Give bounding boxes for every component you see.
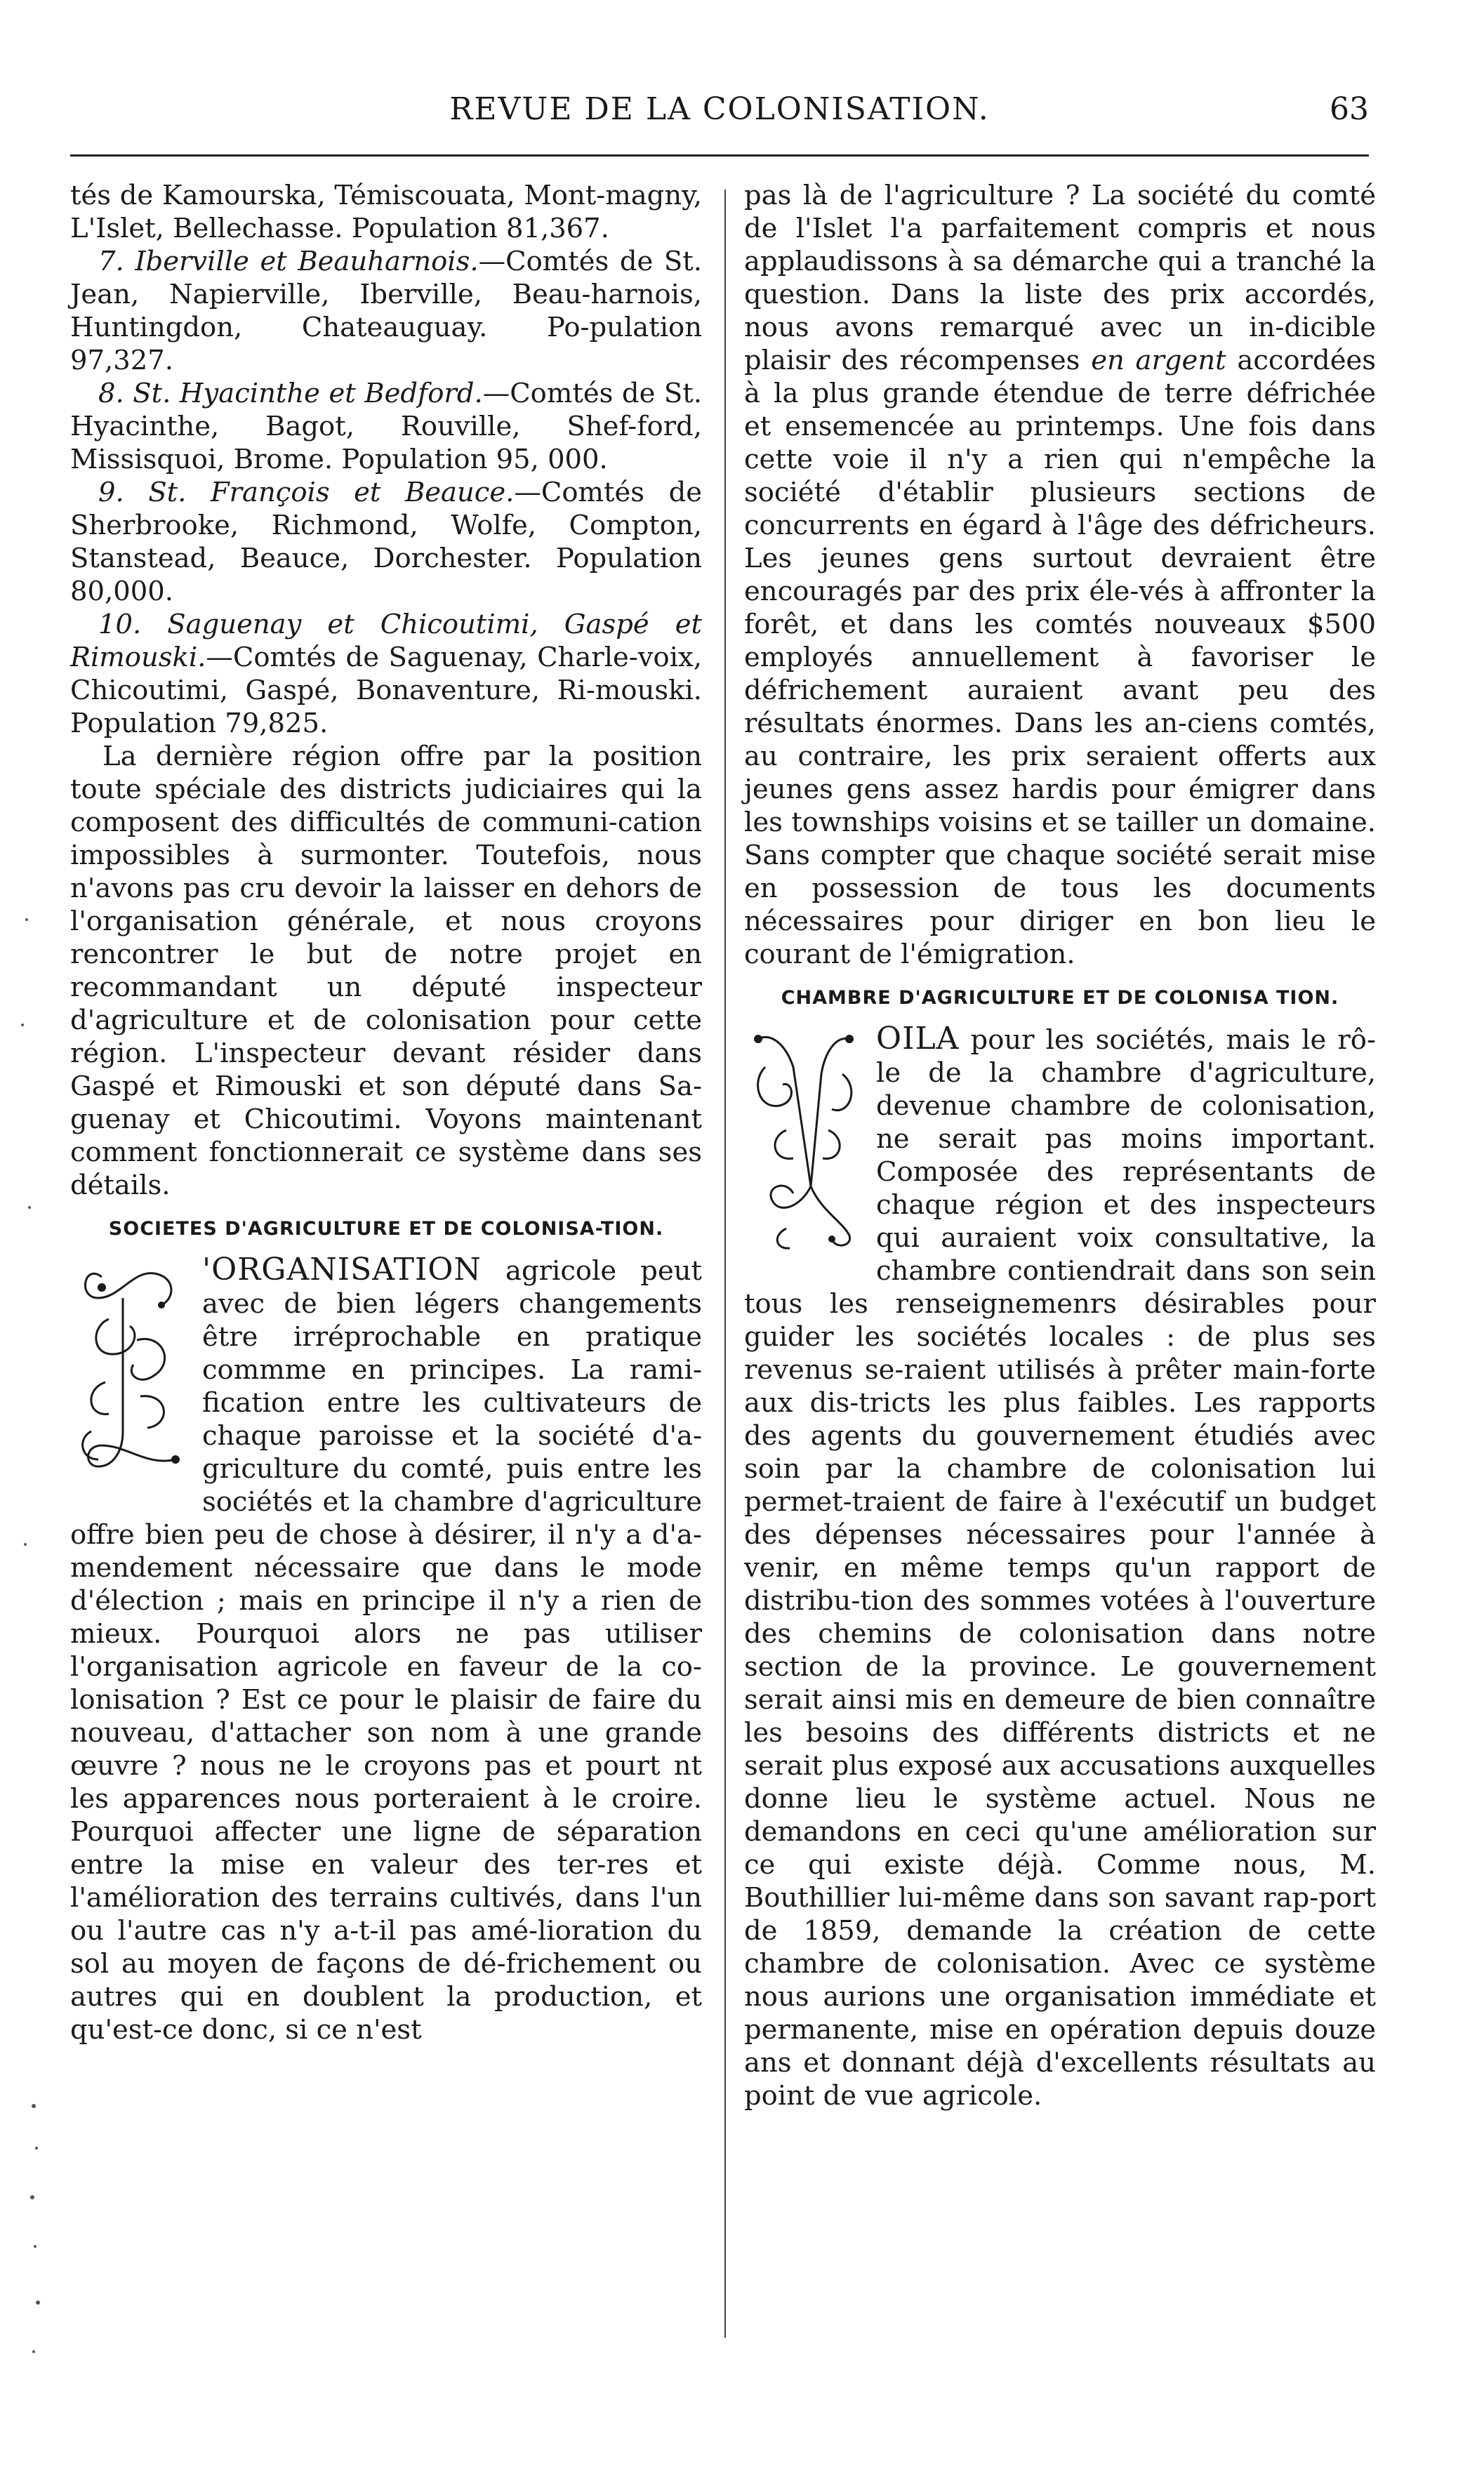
left-column (70, 179, 702, 2355)
region-item-8 (70, 377, 702, 476)
ornamental-dropcap-l (70, 1256, 190, 1488)
right-para-part-b: accordées à la plus grande étendue de terre défrichée et ensemencée au printemps. Une fois dans cette voie il n'y a rien qui n'empêche la société d'établir plusieurs sections de concurrents en égard à l'âge des défricheurs. Les jeunes gens surtout devraient être encouragés par des prix éle-vés à affronter la forêt, et dans les comtés nouveaux $500 employés annuellement à favoriser le défrichement auraient avant peu des résultats énormes. Dans les an-ciens comtés, au contraire, les prix seraient offerts aux jeunes gens assez hardis pour émigrer dans les townships voisins et se tailler un domaine. Sans compter que chaque société serait mise en possession de tous les documents nécessaires pour diriger en bon lieu le courant de l'émigration. (744, 345, 1377, 970)
column-separator (724, 190, 726, 2338)
chambre-lead-word: OILA (876, 1021, 960, 1057)
header-rule (70, 154, 1369, 157)
right-para-emphasis: en argent (1091, 345, 1226, 376)
region-item-7-title: 7. Iberville et Beauharnois. (98, 246, 479, 277)
chambre-body: pour les sociétés, mais le rô-le de la chambre d'agriculture, devenue chambre de colonisation, ne serait pas moins important. Composée des représentants de chaque région et des inspecteurs qui auraient voix consultative, la chambre contiendrait dans son sein tous les renseignemenrs désirables pour guider les sociétés locales : de plus ses revenus se-raient utilisés à prêter main-forte aux dis-tricts les plus faibles. Les rapports des agents du gouvernement étudiés avec soin par la chambre de colonisation lui permet-traient de faire à l'exécutif un budget des dépenses nécessaires pour l'année à venir, en même temps qu'un rapport de distribu-tion des sommes votées à l'ouverture des chemins de colonisation dans notre section de la province. Le gouvernement serait ainsi mis en demeure de bien connaître les besoins des différents districts et ne serait plus exposé aux accusations auxquelles donne lieu le système actuel. Nous ne demandons en ceci qu'une amélioration sur ce qui existe déjà. Comme nous, M. Bouthillier lui-même dans son savant rap-port de 1859, demande la création de cette chambre de colonisation. Avec ce système nous aurions une organisation immédiate et permanente, mise en opération depuis douze ans et donnant déjà d'excellents résultats au point de vue agricole. (744, 1024, 1376, 2112)
societes-lead-word: 'ORGANISATION (202, 1252, 482, 1287)
region-item-9-body: —Comtés de Sherbrooke, Richmond, Wolfe, Compton, Stanstead, Beauce, Dorchester. Population 80,000. (70, 477, 702, 607)
region-item-8-body: —Comtés de St. Hyacinthe, Bagot, Rouville, Shef-ford, Missisquoi, Brome. Population 95, 000. (70, 378, 702, 475)
societes-body: agricole peut avec de bien légers changements être irréprochable en pratique commme en principes. La rami-fication entre les cultivateurs de chaque paroisse et la société d'a-griculture du comté, puis entre les sociétés et la chambre d'agriculture offre bien peu de chose à désirer, il n'y a d'a-mendement nécessaire que dans le mode d'élection ; mais en principe il n'y a rien de mieux. Pourquoi alors ne pas utiliser l'organisation agricole en faveur de la co-lonisation ? Est ce pour le plaisir de faire du nouveau, d'attacher son nom à une grande œuvre ? nous ne le croyons pas et pourt nt les apparences nous porteraient à le croire. Pourquoi affecter une ligne de séparation entre la mise en valeur des ter-res et l'amélioration des terrains cultivés, dans l'un ou l'autre cas n'y a-t-il pas amé-lioration du sol au moyen de façons de dé-frichement ou autres qui en doublent la production, et qu'est-ce donc, si ce n'est (70, 1255, 702, 2046)
running-header (70, 91, 1369, 140)
region-item-7-body: —Comtés de St. Jean, Napierville, Iberville, Beau-harnois, Huntingdon, Chateauguay. Po-pulation 97,327. (70, 246, 703, 376)
region-item-8-title: 8. St. Hyacinthe et Bedford. (98, 378, 483, 409)
margin-scan-marks (6, 913, 48, 2457)
continued-paragraph-right (744, 179, 1376, 971)
continued-paragraph: tés de Kamourska, Témiscouata, Mont-magny, L'Islet, Bellechasse. Population 81,367. (70, 180, 702, 244)
dropcap-v-icon (744, 1025, 863, 1257)
right-para-part-a: pas là de l'agriculture ? La société du comté de l'Islet l'a parfaitement compris et nous applaudissons à sa démarche qui a tranché la question. Dans la liste des prix accordés, nous avons remarqué avec un in-dicible plaisir des récompenses (744, 180, 1376, 376)
region-item-10-title: 10. Saguenay et Chicoutimi, Gaspé et Rimouski. (70, 609, 702, 673)
region-item-7 (70, 245, 702, 377)
ornamental-dropcap-v (744, 1025, 863, 1257)
section-title-chambre: CHAMBRE D'AGRICULTURE ET DE COLONISA TION. (781, 987, 1339, 1009)
dropcap-l-icon (70, 1256, 190, 1488)
right-column (744, 179, 1376, 2355)
journal-title: REVUE DE LA COLONISATION. (449, 91, 990, 127)
region-paragraph: La dernière région offre par la position toute spéciale des districts judiciaires qui la composent des difficultés de communi-cation impossibles à surmonter. Toutefois, nous n'avons pas cru devoir la laisser en dehors de l'organisation générale, et nous croyons rencontrer le but de notre projet en recommandant un député inspecteur d'agriculture et de colonisation pour cette région. L'inspecteur devant résider dans Gaspé et Rimouski et son député dans Sa-guenay et Chicoutimi. Voyons maintenant comment fonctionnerait ce système dans ses détails. (70, 741, 702, 1201)
region-item-10 (70, 608, 702, 740)
section-title-societes: SOCIETES D'AGRICULTURE ET DE COLONISA-TION. (108, 1218, 664, 1240)
page-number: 63 (1330, 91, 1369, 127)
region-item-9-title: 9. St. François et Beauce. (98, 477, 515, 508)
region-item-10-body: —Comtés de Saguenay, Charle-voix, Chicoutimi, Gaspé, Bonaventure, Ri-mouski. Population 79,825. (70, 642, 702, 739)
region-item-9 (70, 476, 702, 608)
